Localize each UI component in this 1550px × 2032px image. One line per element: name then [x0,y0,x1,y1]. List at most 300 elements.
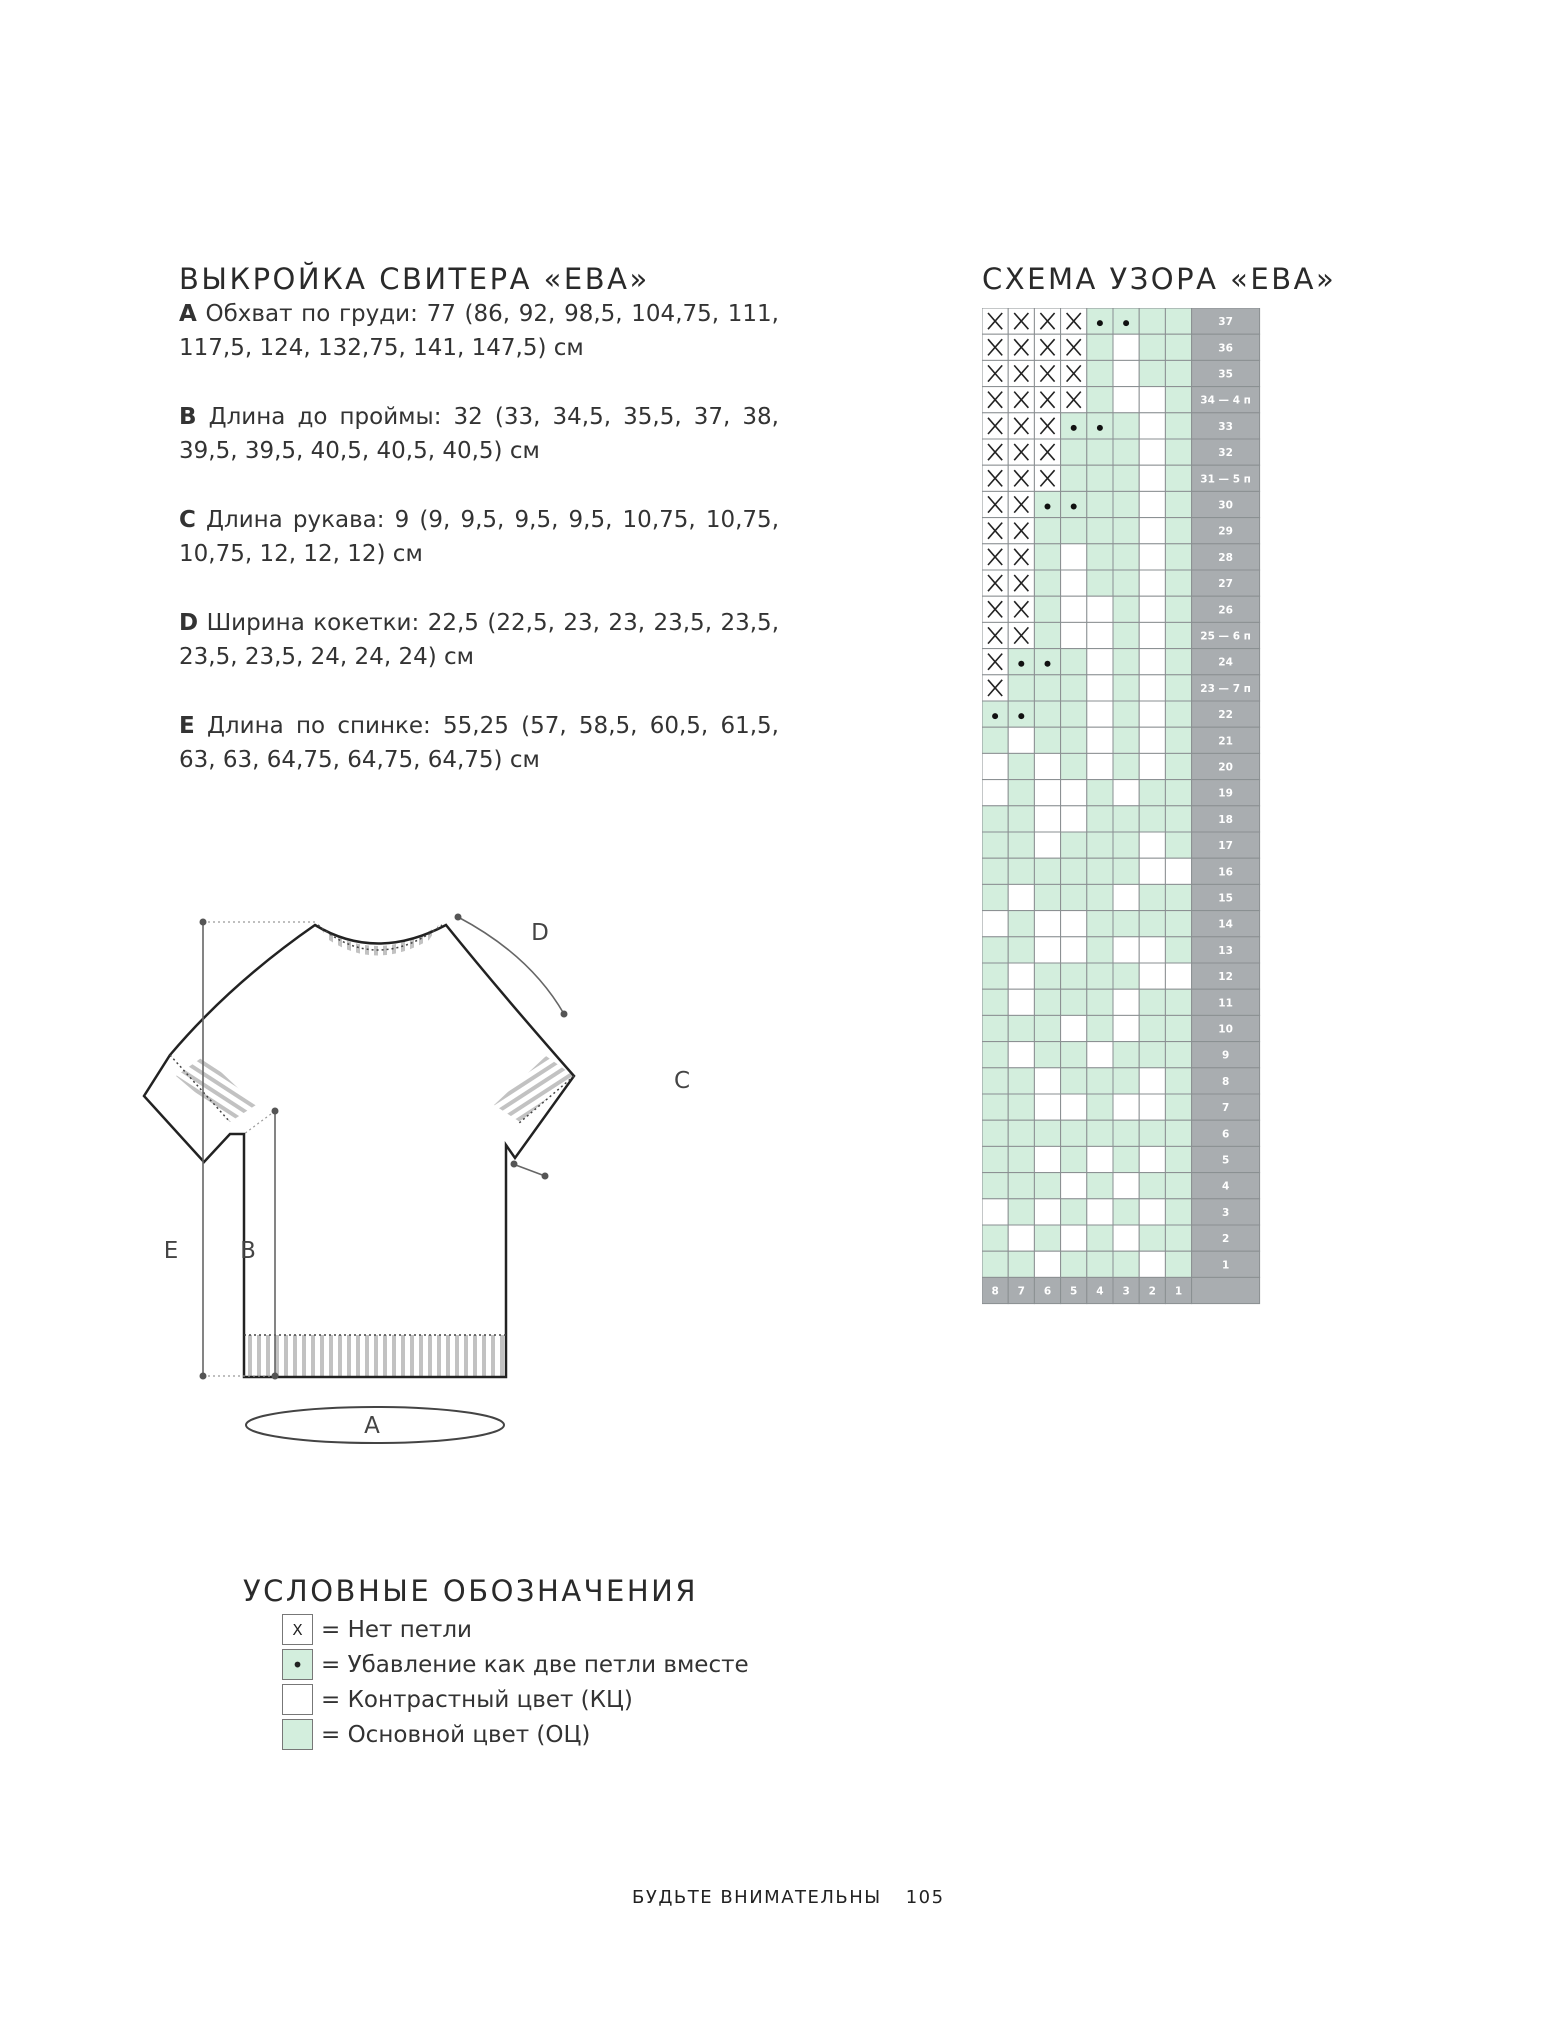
row-number: 21 [1218,735,1233,748]
row-number: 31 — 5 п [1200,473,1251,486]
decrease-dot [992,713,998,719]
chart-cell [1008,1015,1034,1041]
chart-cell [1113,1173,1139,1199]
chart-cell [1061,937,1087,963]
hem-rib [245,1335,505,1377]
row-number: 25 — 6 п [1200,630,1251,643]
chart-cell [1061,858,1087,884]
chart-cell [1165,622,1191,648]
column-number: 1 [1174,1285,1183,1298]
chart-cell [1139,1120,1165,1146]
decrease-dot [1123,320,1129,326]
chart-cell [1165,387,1191,413]
chart-cell [1061,1173,1087,1199]
chart-cell [1087,544,1113,570]
row-number: 1 [1221,1259,1230,1272]
chart-cell [982,1199,1008,1225]
chart-cell [1008,727,1034,753]
chart-cell [1087,387,1113,413]
chart-cell [1139,963,1165,989]
chart-row [982,544,1260,570]
chart-cell [1139,675,1165,701]
chart-cell [1165,832,1191,858]
chart-cell [1087,937,1113,963]
chart-row [982,963,1260,989]
chart-cell [1113,989,1139,1015]
chart-cell [1139,911,1165,937]
chart-cell [1034,780,1060,806]
chart-row [982,1199,1260,1225]
chart-cell [1087,1068,1113,1094]
chart-cell [1034,806,1060,832]
chart-cell [1087,334,1113,360]
chart-cell [1008,858,1034,884]
chart-cell [1087,1173,1113,1199]
chart-cell [1165,1094,1191,1120]
column-number: 8 [991,1285,999,1298]
chart-cell [1034,1251,1060,1277]
legend-item [282,1682,749,1717]
chart-cell [1113,884,1139,910]
chart-cell [1008,989,1034,1015]
column-number: 4 [1096,1285,1104,1298]
row-number: 26 [1218,604,1233,617]
legend-item [282,1717,749,1752]
chart-cell [1165,911,1191,937]
chart-row [982,491,1260,517]
chart-cell [1087,596,1113,622]
chart-cell [1165,308,1191,334]
chart-cell [1139,1094,1165,1120]
chart-cell [1139,518,1165,544]
chart-cell [1061,727,1087,753]
chart-cell [1139,989,1165,1015]
chart-cell [1165,413,1191,439]
row-number: 27 [1218,578,1233,591]
chart-cell [1139,622,1165,648]
spec-text: Длина до проймы: 32 (33, 34,5, 35,5, 37, 38, 39,5, 39,5, 40,5, 40,5, 40,5) см [179,404,779,464]
row-number: 12 [1218,971,1233,984]
spec-key: E [179,713,195,739]
chart-cell [1139,1068,1165,1094]
chart-cell [1061,1251,1087,1277]
chart-cell [1061,989,1087,1015]
chart-cell [1087,1120,1113,1146]
decrease-swatch: • [282,1649,313,1680]
chart-cell [1061,439,1087,465]
chart-cell [1008,1042,1034,1068]
chart-cell [982,911,1008,937]
no-stitch-swatch: X [282,1614,313,1645]
chart-cell [1034,753,1060,779]
chart-cell [1113,1068,1139,1094]
chart-cell [1139,884,1165,910]
chart-cell [1008,1068,1034,1094]
chart-cell [1139,1251,1165,1277]
chart-cell [1113,858,1139,884]
chart-cell [1165,1251,1191,1277]
chart-row [982,806,1260,832]
chart-cell [1087,570,1113,596]
chart-cell [1034,1042,1060,1068]
chart-row [982,439,1260,465]
chart-cell [1165,963,1191,989]
row-number: 6 [1221,1128,1230,1141]
row-number: 30 [1218,499,1233,512]
chart-cell [1034,544,1060,570]
spec-d [179,606,779,674]
chart-cell [1034,858,1060,884]
chart-cell [1139,413,1165,439]
chart-cell [982,884,1008,910]
chart-row [982,675,1260,701]
chart-cell [1113,727,1139,753]
chart-cell [1061,1199,1087,1225]
sweater-diagram [140,880,800,1460]
chart-cell [1034,1094,1060,1120]
chart-cell [1008,1251,1034,1277]
chart-cell [1139,439,1165,465]
row-number: 16 [1218,866,1233,879]
chart-cell [1165,570,1191,596]
decrease-dot [1018,661,1024,667]
chart-cell [1034,1173,1060,1199]
row-number: 10 [1218,1023,1233,1036]
chart-cell [1139,780,1165,806]
chart-row [982,727,1260,753]
spec-key: C [179,507,196,533]
chart-cell [1034,570,1060,596]
legend-title: УСЛОВНЫЕ ОБОЗНАЧЕНИЯ [243,1574,699,1608]
chart-cell [1061,465,1087,491]
chart-cell [982,1146,1008,1172]
sweater-outline [144,925,574,1377]
chart-cell [982,989,1008,1015]
chart-cell [1008,832,1034,858]
page-footer [632,1887,945,1908]
chart-cell [1113,570,1139,596]
chart-cell [1034,596,1060,622]
row-number: 20 [1218,761,1233,774]
chart-cell [1165,1015,1191,1041]
decrease-dot [1071,504,1077,510]
chart-cell [1113,1146,1139,1172]
chart-cell [1034,518,1060,544]
chart-cell [1113,649,1139,675]
chart-cell [1165,884,1191,910]
row-number: 5 [1221,1154,1230,1167]
chart-cell [1087,701,1113,727]
chart-cell [1087,1251,1113,1277]
chart-cell [1008,675,1034,701]
chart-cell [1087,989,1113,1015]
chart-cell [1008,1225,1034,1251]
chart-cell [982,1225,1008,1251]
chart-cell [1165,989,1191,1015]
chart-cell [1008,1199,1034,1225]
chart-cell [1087,622,1113,648]
chart-cell [1087,360,1113,386]
chart-cell [1061,675,1087,701]
dimension-d-label: D [531,920,549,946]
spec-text: Длина по спинке: 55,25 (57, 58,5, 60,5, 61,5, 63, 63, 64,75, 64,75, 64,75) см [179,713,779,773]
chart-cell [1113,1251,1139,1277]
chart-cell [1165,465,1191,491]
chart-cell [1061,1120,1087,1146]
row-number: 7 [1221,1102,1230,1115]
chart-cell [1139,701,1165,727]
left-cuff-rib [176,1056,256,1122]
chart-cell [1061,884,1087,910]
chart-cell [1139,570,1165,596]
chart-cell [1113,701,1139,727]
chart-cell [1061,806,1087,832]
chart-cell [1061,911,1087,937]
chart-cell [1008,780,1034,806]
chart-cell [1034,1015,1060,1041]
chart-cell [1087,1094,1113,1120]
chart-row [982,1173,1260,1199]
chart-cell [1139,727,1165,753]
row-number: 32 [1218,447,1233,460]
pattern-chart [982,308,1267,1315]
chart-cell [1113,596,1139,622]
chart-cell [1061,570,1087,596]
chart-cell [1165,937,1191,963]
chart-cell [1165,360,1191,386]
decrease-dot [1097,320,1103,326]
chart-cell [1008,1173,1034,1199]
chart-row [982,1015,1260,1041]
chart-cell [1139,1015,1165,1041]
chart-cell [1139,753,1165,779]
chart-cell [1087,858,1113,884]
chart-cell [1139,1146,1165,1172]
chart-cell [1034,675,1060,701]
chart-cell [1034,1199,1060,1225]
chart-cell [1113,753,1139,779]
chart-cell [1165,518,1191,544]
chart-cell [1061,701,1087,727]
chart-cell [1087,884,1113,910]
row-number: 23 — 7 п [1200,682,1251,695]
chart-cell [1165,1042,1191,1068]
chart-cell [1008,884,1034,910]
spec-e [179,709,779,777]
chart-cell [1113,911,1139,937]
chart-cell [1139,596,1165,622]
row-number: 15 [1218,892,1233,905]
chart-cell [1034,727,1060,753]
chart-cell [1165,649,1191,675]
row-number: 14 [1218,918,1233,931]
chart-row [982,1120,1260,1146]
chart-cell [1165,858,1191,884]
chart-cell [1087,753,1113,779]
chart-cell [1034,622,1060,648]
chart-row [982,1225,1260,1251]
chart-cell [1165,701,1191,727]
chart-cell [1061,649,1087,675]
chart-row [982,334,1260,360]
chart-cell [982,858,1008,884]
chart-cell [1113,465,1139,491]
chart-row [982,596,1260,622]
chart-cell [1113,439,1139,465]
chart-row [982,937,1260,963]
chart-cell [1061,1068,1087,1094]
chart-cell [1165,1120,1191,1146]
row-number: 28 [1218,551,1233,564]
chart-row [982,1251,1260,1277]
row-number: 11 [1218,997,1233,1010]
chart-cell [1061,963,1087,989]
row-number: 33 [1218,420,1233,433]
chart-cell [1165,1146,1191,1172]
chart-row [982,649,1260,675]
chart-cell [1139,544,1165,570]
chart-cell [1087,1015,1113,1041]
chart-cell [1113,1120,1139,1146]
chart-title: СХЕМА УЗОРА «ЕВА» [982,262,1337,296]
row-number: 19 [1218,787,1233,800]
chart-cell [1113,937,1139,963]
chart-cell [1087,911,1113,937]
chart-cell [982,1173,1008,1199]
chart-cell [1087,963,1113,989]
chart-cell [1008,911,1034,937]
spec-key: A [179,301,197,327]
chart-cell [1165,753,1191,779]
row-number: 2 [1221,1233,1230,1246]
spec-list [179,297,779,812]
chart-cell [1008,963,1034,989]
chart-cell [1165,1173,1191,1199]
chart-cell [1165,675,1191,701]
chart-cell [1034,937,1060,963]
chart-cell [1113,1225,1139,1251]
pattern-title: ВЫКРОЙКА СВИТЕРА «ЕВА» [179,262,650,296]
spec-key: D [179,610,199,636]
chart-cell [1139,308,1165,334]
column-number: 2 [1148,1285,1156,1298]
chart-row [982,1042,1260,1068]
row-number: 35 [1218,368,1233,381]
chart-row [982,465,1260,491]
chart-row [982,884,1260,910]
chart-row [982,989,1260,1015]
chart-cell [1008,1120,1034,1146]
chart-cell [1034,1146,1060,1172]
chart-cell [1034,911,1060,937]
legend-item [282,1647,749,1682]
chart-cell [1008,1146,1034,1172]
legend-label: = Контрастный цвет (КЦ) [321,1686,633,1713]
spec-key: B [179,404,197,430]
chart-row [982,858,1260,884]
chart-row [982,387,1260,413]
row-number: 4 [1221,1180,1230,1193]
chart-cell [1008,753,1034,779]
contrast-color-swatch [282,1684,313,1715]
chart-cell [1113,360,1139,386]
chart-cell [1087,649,1113,675]
chart-cell [1113,675,1139,701]
chart-cell [1113,622,1139,648]
chart-cell [1139,1199,1165,1225]
chart-cell [1061,518,1087,544]
chart-cell [1139,1173,1165,1199]
chart-cell [1113,387,1139,413]
chart-cell [1034,963,1060,989]
row-number: 37 [1218,316,1233,329]
column-number: 6 [1043,1285,1052,1298]
chart-row [982,1146,1260,1172]
chart-cell [1139,806,1165,832]
chart-cell [1165,1068,1191,1094]
dimension-c-label: C [673,1068,691,1094]
chart-cell [1008,806,1034,832]
chart-cell [1113,1042,1139,1068]
chart-cell [1087,1225,1113,1251]
row-number: 9 [1221,1049,1230,1062]
chart-row [982,911,1260,937]
chart-cell [1139,465,1165,491]
chart-cell [1061,1015,1087,1041]
row-number: 13 [1218,944,1233,957]
chart-cell [1061,596,1087,622]
chart-row [982,518,1260,544]
chart-cell [982,1094,1008,1120]
legend-label: = Нет петли [321,1616,472,1643]
column-number: 3 [1122,1285,1130,1298]
row-number: 29 [1218,525,1233,538]
chart-cell [1061,832,1087,858]
legend-label: = Основной цвет (ОЦ) [321,1721,591,1748]
legend-item [282,1612,749,1647]
chart-cell [1139,387,1165,413]
spec-text: Длина рукава: 9 (9, 9,5, 9,5, 9,5, 10,75, 10,75, 10,75, 12, 12, 12) см [179,507,779,567]
chart-cell [982,1251,1008,1277]
chart-cell [1139,832,1165,858]
chart-cell [1165,596,1191,622]
chart-cell [1034,989,1060,1015]
row-number: 18 [1218,813,1233,826]
decrease-dot [1018,713,1024,719]
chart-cell [1139,491,1165,517]
chart-cell [1113,1015,1139,1041]
chart-cell [982,727,1008,753]
chart-cell [1165,780,1191,806]
chart-cell [1139,858,1165,884]
decrease-dot [1045,661,1051,667]
chart-cell [1008,1094,1034,1120]
chart-cell [1165,727,1191,753]
chart-cell [982,1042,1008,1068]
chart-cell [1113,1199,1139,1225]
row-number: 34 — 4 п [1200,394,1251,407]
chart-cell [1087,806,1113,832]
chart-cell [1139,649,1165,675]
chart-cell [1087,465,1113,491]
page-number: 105 [905,1887,945,1908]
decrease-dot [1045,504,1051,510]
chart-cell [1034,832,1060,858]
chart-row [982,780,1260,806]
chart-row [982,1068,1260,1094]
chart-row [982,360,1260,386]
chart-cell [1061,544,1087,570]
